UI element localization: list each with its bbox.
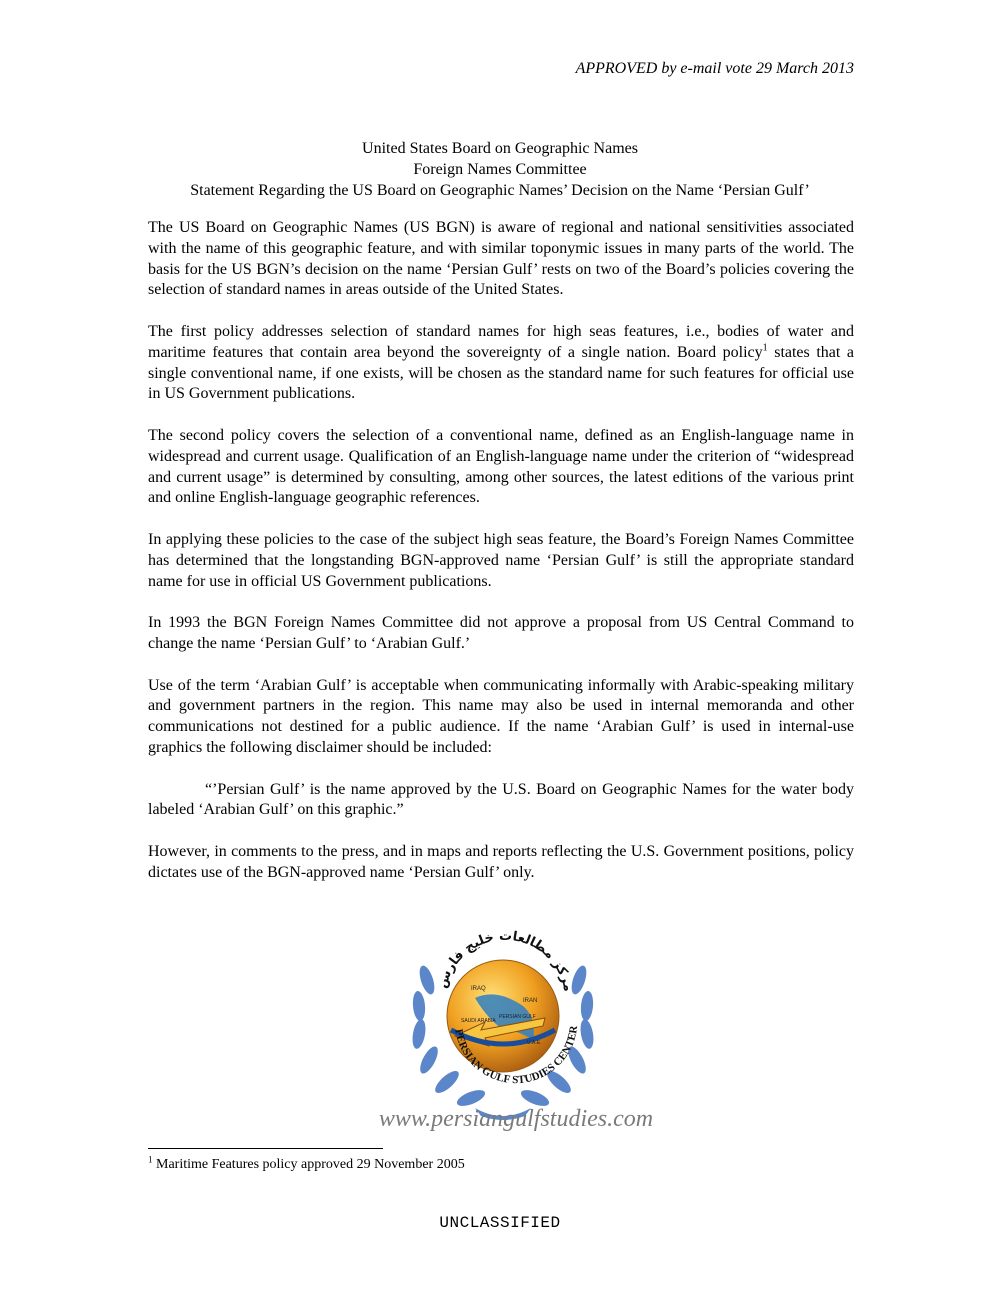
footnote-number: 1 (148, 1154, 153, 1165)
map-label-iran: IRAN (523, 998, 538, 1004)
paragraph-5: In 1993 the BGN Foreign Names Committee did not approve a proposal from US Central Command to change the name ‘Persian Gulf’ to ‘Arabian Gulf.’ (148, 614, 854, 652)
logo-arabic-title: مرکز مطالعات خلیج فارس (434, 928, 576, 993)
header-statement-title: Statement Regarding the US Board on Geographic Names’ Decision on the Name ‘Persian Gulf’ (190, 182, 810, 199)
disclaimer-quote: “’Persian Gulf’ is the name approved by the U.S. Board on Geographic Names for the water body labeled ‘Arabian Gulf’ on this graphic.” (148, 780, 854, 819)
paragraph-1: The US Board on Geographic Names (US BGN) is aware of regional and national sensitivities associated with the name of this geographic feature, and with similar toponymic issues in many parts of the world. The basis for the US BGN’s decision on the name ‘Persian Gulf’ rests on two of the Board’s policies covering the selection of standard names in areas outside of the United States. (148, 219, 854, 299)
approval-note: APPROVED by e-mail vote 29 March 2013 (575, 60, 854, 77)
document-body (148, 218, 854, 904)
website-url: www.persiangulfstudies.com (378, 1106, 654, 1132)
header-organization: United States Board on Geographic Names (362, 140, 638, 157)
document-header (0, 138, 1000, 201)
map-label-uae: U.A.E. (527, 1040, 542, 1046)
classification-marking: UNCLASSIFIED (439, 1214, 561, 1232)
map-label-persian-gulf: PERSIAN GULF (499, 1014, 536, 1020)
paragraph-2 (148, 322, 854, 405)
paragraph-2-part-b: states that a single conventional name, if one exists, will be chosen as the standard name for such features for official use in US Government publications. (148, 343, 855, 403)
paragraph-4: In applying these policies to the case of the subject high seas feature, the Board’s Foreign Names Committee has determined that the longstanding BGN-approved name ‘Persian Gulf’ is still the appropriate standard name for use in official US Government publications. (148, 530, 854, 590)
map-label-iraq: IRAQ (471, 986, 486, 992)
paragraph-2-part-a: The first policy addresses selection of standard names for high seas features, i.e., bodies of water and maritime features that contain area beyond the sovereignty of a single nation. Board policy (148, 322, 854, 361)
footnote-reference: 1 (762, 342, 768, 354)
paragraph-6: Use of the term ‘Arabian Gulf’ is acceptable when communicating informally with Arabic-speaking military and government partners in the region. This name may also be used in internal memoranda and other communications not destined for a public audience. If the name ‘Arabian Gulf’ is used in internal-use graphics the following disclaimer should be included: (148, 676, 854, 756)
map-label-saudi-arabia: SAUDI ARABIA (461, 1018, 496, 1024)
persian-gulf-studies-logo (405, 918, 601, 1124)
footnote (148, 1154, 465, 1173)
paragraph-3: The second policy covers the selection of a conventional name, defined as an English-language name in widespread and current usage. Qualification of an English-language name under the criterion of “widespread and current usage” is determined by consulting, among other sources, the latest editions of the various print and online English-language geographic references. (148, 426, 854, 507)
footnote-text: Maritime Features policy approved 29 November 2005 (152, 1157, 465, 1172)
header-committee: Foreign Names Committee (413, 161, 587, 178)
paragraph-8: However, in comments to the press, and in maps and reports reflecting the U.S. Government positions, policy dictates use of the BGN-approved name ‘Persian Gulf’ only. (148, 842, 854, 881)
logo-ring-text: PERSIAN GULF STUDIES CENTER (452, 1024, 581, 1087)
footnote-divider (148, 1148, 383, 1149)
